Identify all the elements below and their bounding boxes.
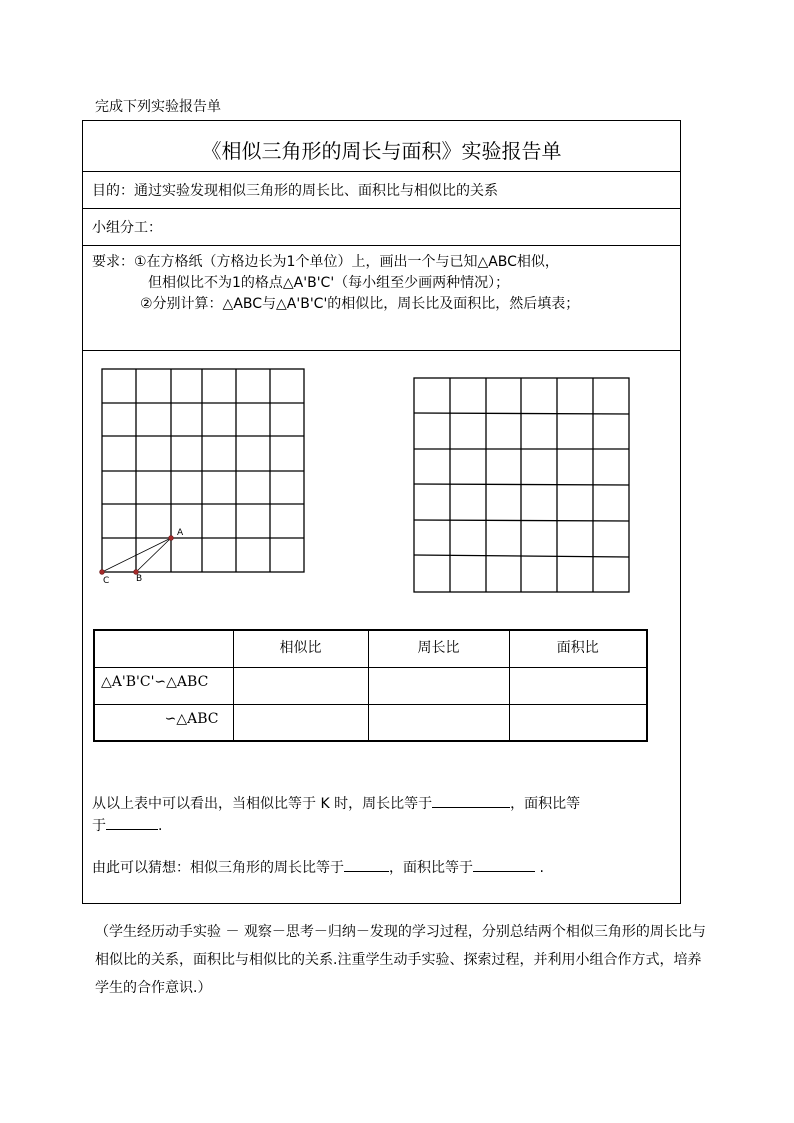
area-ratio-cell[interactable] (509, 667, 647, 704)
row-label: △A'B'C'∽△ABC (94, 667, 233, 704)
divider (83, 171, 680, 172)
divider (83, 350, 680, 351)
row-label[interactable]: ∽△ABC (94, 704, 233, 741)
label-b: B (136, 574, 143, 584)
requirement-line-2: 但相似比不为1的格点△A'B'C'（每小组至少画两种情况）； (148, 275, 510, 291)
similarity-ratio-cell[interactable] (233, 704, 368, 741)
area-ratio-blank[interactable] (106, 815, 158, 830)
table-header-cell: 相似比 (233, 630, 368, 667)
purpose-text: 目的：通过实验发现相似三角形的周长比、面积比与相似比的关系 (92, 183, 498, 199)
requirement-line-1: 要求：①在方格纸（方格边长为1个单位）上，画出一个与已知△ABC相似， (92, 254, 559, 270)
divider (83, 245, 680, 246)
divider (83, 208, 680, 209)
point-c (100, 570, 105, 575)
perimeter-ratio-blank[interactable] (432, 793, 510, 808)
label-c: C (103, 576, 110, 586)
table-row (94, 704, 647, 741)
similarity-ratio-cell[interactable] (233, 667, 368, 704)
table-header-cell: 周长比 (368, 630, 509, 667)
requirements (92, 252, 579, 315)
conclusion-line-2: 于 . (92, 815, 162, 835)
conjecture-line: 由此可以猜想：相似三角形的周长比等于 ，面积比等于 . (92, 857, 544, 877)
requirement-line-3: ②分别计算：△ABC与△A'B'C'的相似比，周长比及面积比，然后填表； (140, 296, 580, 312)
table-header-cell (94, 630, 233, 667)
results-table (93, 629, 648, 742)
conjecture-perimeter-blank[interactable] (344, 857, 389, 872)
conjecture-area-blank[interactable] (473, 857, 535, 872)
perimeter-ratio-cell[interactable] (368, 667, 509, 704)
grid-left-with-triangle (96, 364, 316, 588)
teaching-note: （学生经历动手实验 － 观察－思考－归纳－发现的学习过程，分别总结两个相似三角形的周长比与相似比的关系，面积比与相似比的关系.注重学生动手实验、探索过程，并利用小组合作方式，培养学生的合作意识.） (95, 924, 706, 996)
report-title: 《相似三角形的周长与面积》实验报告单 (201, 139, 562, 163)
instruction-caption: 完成下列实验报告单 (95, 99, 221, 115)
label-a: A (177, 528, 184, 538)
table-header-row (94, 630, 647, 667)
group-division-field[interactable]: 小组分工： (92, 220, 162, 236)
perimeter-ratio-cell[interactable] (368, 704, 509, 741)
area-ratio-cell[interactable] (509, 704, 647, 741)
table-row (94, 667, 647, 704)
table-header-cell: 面积比 (509, 630, 647, 667)
point-a (169, 536, 174, 541)
grid-right-empty[interactable] (410, 374, 634, 596)
conclusion-line-1: 从以上表中可以看出，当相似比等于 K 时，周长比等于 ，面积比等 (92, 793, 580, 813)
